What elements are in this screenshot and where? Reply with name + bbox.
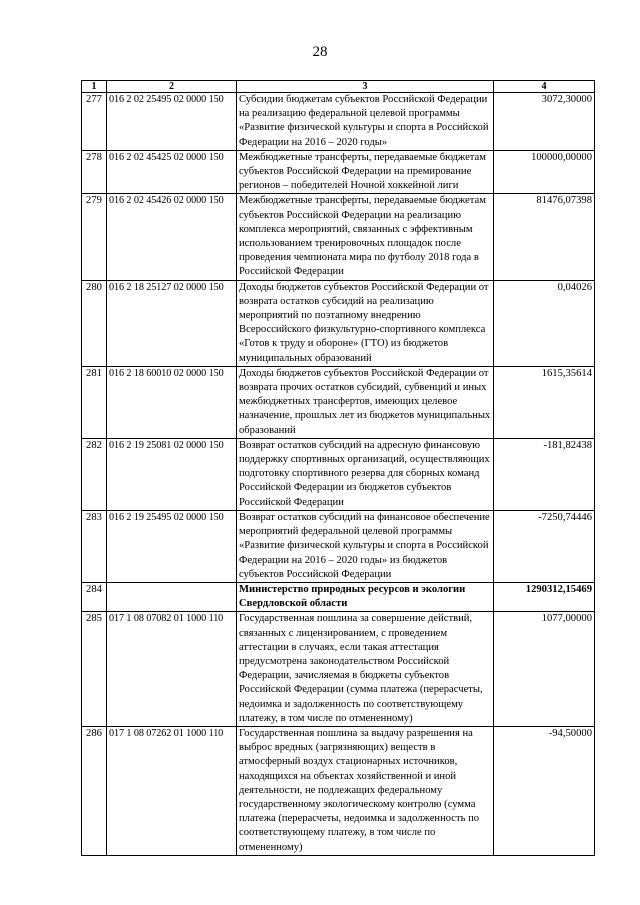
header-col-4: 4 [494,81,595,93]
revenue-description: Возврат остатков субсидий на адресную финансовую поддержку спортивных организаций, осуществляющих подготовку спортивного резерва для сборных команд Российской Федерации из бюджетов субъектов Российской Федерации [237,438,494,510]
amount: -181,82438 [494,438,595,510]
revenue-description: Доходы бюджетов субъектов Российской Федерации от возврата прочих остатков субсидий, субвенций и иных межбюджетных трансфертов, имеющих целевое назначение, прошлых лет из бюджетов муниципальных образований [237,366,494,438]
table-row [82,726,595,855]
budget-classification-code [107,582,237,611]
table-row [82,366,595,438]
row-number: 282 [82,438,107,510]
row-number: 283 [82,510,107,582]
row-number: 284 [82,582,107,611]
page-number: 28 [312,44,328,60]
table-header-row [82,81,595,93]
header-col-2: 2 [107,81,237,93]
row-number: 277 [82,93,107,151]
table-row [82,510,595,582]
revenue-description: Доходы бюджетов субъектов Российской Федерации от возврата остатков субсидий на реализацию мероприятий по поэтапному внедрению Всероссийского физкультурно-спортивного комплекса «Готов к труду и обороне» (ГТО) из бюджетов муниципальных образований [237,280,494,366]
budget-classification-code: 016 2 19 25495 02 0000 150 [107,510,237,582]
table-row [82,612,595,727]
amount: 100000,00000 [494,150,595,194]
budget-classification-code: 016 2 02 45425 02 0000 150 [107,150,237,194]
table-row [82,93,595,151]
revenue-description: Возврат остатков субсидий на финансовое обеспечение мероприятий федеральной целевой программы «Развитие физической культуры и спорта в Российской Федерации на 2016 – 2020 годы» из бюджетов субъектов Российской Федерации [237,510,494,582]
amount: 1615,35614 [494,366,595,438]
row-number: 280 [82,280,107,366]
revenue-description: Государственная пошлина за совершение действий, связанных с лицензированием, с проведением аттестации в случаях, если такая аттестация предусмотрена законодательством Российской Федерации, зачисляемая в бюджеты субъектов Российской Федерации (сумма платежа (перерасчеты, недоимка и задолженность по соответствующему платежу, в том числе по отмененному) [237,612,494,727]
amount: 81476,07398 [494,194,595,280]
budget-classification-code: 016 2 02 45426 02 0000 150 [107,194,237,280]
table-row [82,194,595,280]
amount: -7250,74446 [494,510,595,582]
revenue-description: Государственная пошлина за выдачу разрешения на выброс вредных (загрязняющих) веществ в атмосферный воздух стационарных источников, находящихся на объектах хозяйственной и иной деятельности, не подлежащих федеральному государственному экологическому контролю (сумма платежа (перерасчеты, недоимка и задолженность по соответствующему платежу, в том числе по отмененному) [237,726,494,855]
table-row [82,280,595,366]
header-col-3: 3 [237,81,494,93]
budget-classification-code: 017 1 08 07082 01 1000 110 [107,612,237,727]
row-number: 286 [82,726,107,855]
table-row [82,582,595,611]
budget-classification-code: 016 2 19 25081 02 0000 150 [107,438,237,510]
amount: 0,04026 [494,280,595,366]
budget-revenue-table [81,80,595,856]
row-number: 278 [82,150,107,194]
amount: 3072,30000 [494,93,595,151]
amount: 1290312,15469 [494,582,595,611]
table-body [82,93,595,856]
row-number: 279 [82,194,107,280]
table-row [82,150,595,194]
revenue-description: Субсидии бюджетам субъектов Российской Федерации на реализацию федеральной целевой программы «Развитие физической культуры и спорта в Российской Федерации на 2016 – 2020 годы» [237,93,494,151]
budget-classification-code: 017 1 08 07262 01 1000 110 [107,726,237,855]
budget-classification-code: 016 2 02 25495 02 0000 150 [107,93,237,151]
table-row [82,438,595,510]
row-number: 281 [82,366,107,438]
amount: 1077,00000 [494,612,595,727]
revenue-description: Межбюджетные трансферты, передаваемые бюджетам субъектов Российской Федерации на премирование регионов – победителей Ночной хоккейной лиги [237,150,494,194]
budget-classification-code: 016 2 18 60010 02 0000 150 [107,366,237,438]
budget-classification-code: 016 2 18 25127 02 0000 150 [107,280,237,366]
revenue-description: Межбюджетные трансферты, передаваемые бюджетам субъектов Российской Федерации на реализацию комплекса мероприятий, связанных с эффективным использованием тренировочных площадок после проведения чемпионата мира по футболу 2018 года в Российской Федерации [237,194,494,280]
amount: -94,50000 [494,726,595,855]
header-col-1: 1 [82,81,107,93]
revenue-description: Министерство природных ресурсов и экологии Свердловской области [237,582,494,611]
row-number: 285 [82,612,107,727]
